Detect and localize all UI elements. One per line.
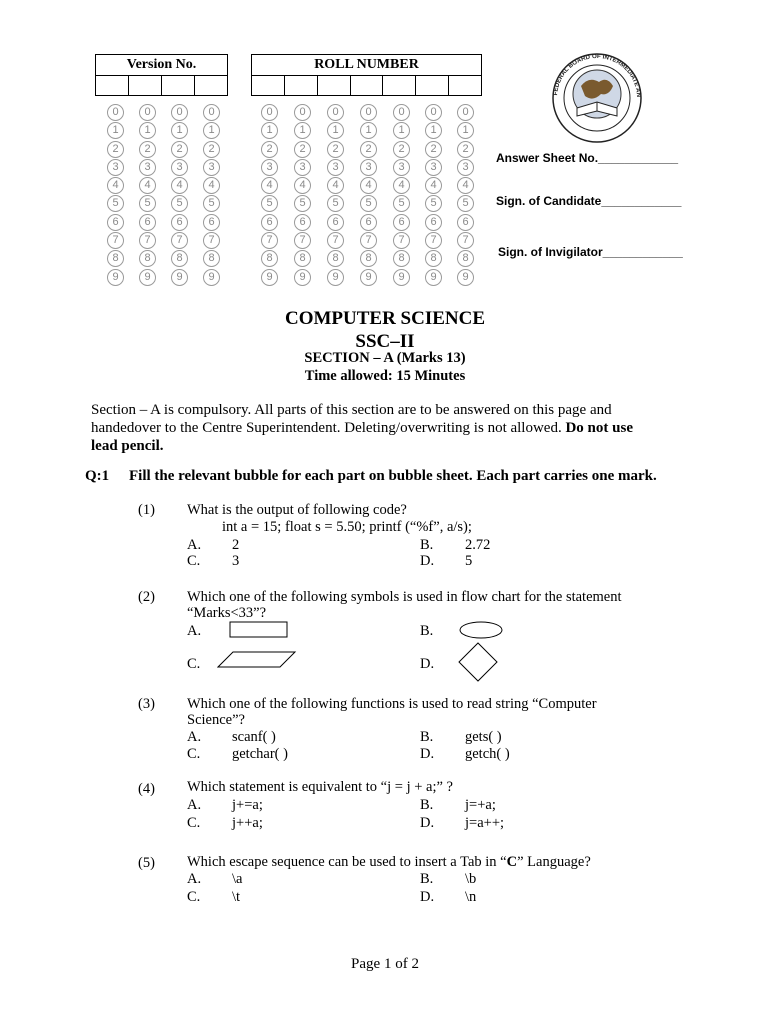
option-letter: C. <box>187 815 201 831</box>
digit-bubble[interactable]: 3 <box>425 159 442 176</box>
option-letter: C. <box>187 656 201 672</box>
roll-digit-box[interactable] <box>351 76 384 95</box>
digit-bubble[interactable]: 2 <box>107 141 124 158</box>
digit-bubble[interactable]: 8 <box>457 250 474 267</box>
digit-bubble[interactable]: 4 <box>327 177 344 194</box>
digit-bubble[interactable]: 0 <box>393 104 410 121</box>
question-number: (4) <box>138 781 155 797</box>
instructions-line-1: Section – A is compulsory. All parts of this section are to be answered on this page and <box>91 402 612 418</box>
roll-digit-box[interactable] <box>285 76 318 95</box>
question-text-part: Which escape sequence can be used to insert a Tab in “ <box>187 854 507 870</box>
roll-digit-box[interactable] <box>318 76 351 95</box>
digit-bubble[interactable]: 7 <box>261 232 278 249</box>
digit-bubble[interactable]: 0 <box>139 104 156 121</box>
q1-number: Q:1 <box>85 468 110 484</box>
oval-shape-icon[interactable] <box>458 620 504 640</box>
digit-bubble[interactable]: 9 <box>393 269 410 286</box>
question-number: (2) <box>138 589 155 605</box>
digit-bubble[interactable]: 5 <box>425 195 442 212</box>
option-letter: A. <box>187 871 202 887</box>
digit-bubble[interactable]: 1 <box>107 122 124 139</box>
option-letter: B. <box>420 537 434 553</box>
logo-text: FEDERAL BOARD OF INTERMEDIATE AN <box>552 52 643 98</box>
digit-bubble[interactable]: 2 <box>393 141 410 158</box>
digit-bubble[interactable]: 6 <box>457 214 474 231</box>
digit-bubble[interactable]: 7 <box>393 232 410 249</box>
digit-bubble[interactable]: 4 <box>294 177 311 194</box>
option-letter: A. <box>187 537 202 553</box>
digit-bubble[interactable]: 7 <box>457 232 474 249</box>
option-letter: D. <box>420 553 435 569</box>
digit-bubble[interactable]: 1 <box>261 122 278 139</box>
digit-bubble[interactable]: 4 <box>171 177 188 194</box>
digit-bubble[interactable]: 4 <box>107 177 124 194</box>
option-text[interactable]: j=a++; <box>465 815 505 831</box>
option-letter: C. <box>187 889 201 905</box>
option-letter: B. <box>420 797 434 813</box>
digit-bubble[interactable]: 5 <box>457 195 474 212</box>
instructions-line-3 <box>91 437 681 455</box>
board-logo-icon <box>543 46 651 144</box>
option-text[interactable]: getch( ) <box>465 746 510 762</box>
roll-bubble-column <box>457 104 474 287</box>
time-allowed: Time allowed: 15 Minutes <box>304 368 466 384</box>
option-text[interactable]: \b <box>465 871 477 887</box>
digit-bubble[interactable]: 5 <box>360 195 377 212</box>
question-text-line-2: Science”? <box>187 712 245 728</box>
digit-bubble[interactable]: 0 <box>327 104 344 121</box>
digit-bubble[interactable]: 0 <box>171 104 188 121</box>
option-text[interactable]: 5 <box>465 553 473 569</box>
roll-bubble-column <box>360 104 377 287</box>
digit-bubble[interactable]: 1 <box>171 122 188 139</box>
version-digit-box[interactable] <box>129 76 162 95</box>
digit-bubble[interactable]: 7 <box>171 232 188 249</box>
digit-bubble[interactable]: 6 <box>261 214 278 231</box>
digit-bubble[interactable]: 3 <box>203 159 220 176</box>
digit-bubble[interactable]: 2 <box>425 141 442 158</box>
roll-bubble-column <box>393 104 410 287</box>
question-text-part: ” Language? <box>517 854 591 870</box>
digit-bubble[interactable]: 9 <box>425 269 442 286</box>
digit-bubble[interactable]: 8 <box>261 250 278 267</box>
digit-bubble[interactable]: 6 <box>171 214 188 231</box>
digit-bubble[interactable]: 6 <box>327 214 344 231</box>
option-text[interactable]: \n <box>465 889 477 905</box>
roll-digit-box[interactable] <box>449 76 481 95</box>
digit-bubble[interactable]: 6 <box>107 214 124 231</box>
digit-bubble[interactable]: 1 <box>294 122 311 139</box>
digit-bubble[interactable]: 0 <box>294 104 311 121</box>
digit-bubble[interactable]: 7 <box>327 232 344 249</box>
digit-bubble[interactable]: 3 <box>360 159 377 176</box>
digit-bubble[interactable]: 1 <box>457 122 474 139</box>
digit-bubble[interactable]: 7 <box>425 232 442 249</box>
option-text[interactable]: 2.72 <box>465 537 491 553</box>
option-letter: A. <box>187 623 202 639</box>
digit-bubble[interactable]: 8 <box>360 250 377 267</box>
digit-bubble[interactable]: 2 <box>203 141 220 158</box>
instructions-text: handedover to the Centre Superintendent. Deleting/overwriting is not allowed. <box>91 420 566 436</box>
digit-bubble[interactable]: 2 <box>139 141 156 158</box>
option-text[interactable]: 3 <box>232 553 240 569</box>
version-bubble-column <box>171 104 188 287</box>
digit-bubble[interactable]: 8 <box>107 250 124 267</box>
digit-bubble[interactable]: 4 <box>360 177 377 194</box>
option-letter: B. <box>420 871 434 887</box>
digit-bubble[interactable]: 3 <box>457 159 474 176</box>
digit-bubble[interactable]: 0 <box>261 104 278 121</box>
option-letter: D. <box>420 746 435 762</box>
digit-bubble[interactable]: 5 <box>139 195 156 212</box>
roll-digit-box[interactable] <box>252 76 285 95</box>
diamond-shape-icon[interactable] <box>457 642 499 682</box>
digit-bubble[interactable]: 5 <box>294 195 311 212</box>
digit-bubble[interactable]: 0 <box>457 104 474 121</box>
q1-heading: Fill the relevant bubble for each part on bubble sheet. Each part carries one mark. <box>129 468 657 484</box>
option-text[interactable]: \a <box>232 871 243 887</box>
digit-bubble[interactable]: 8 <box>171 250 188 267</box>
option-text[interactable]: scanf( ) <box>232 729 276 745</box>
option-letter: C. <box>187 746 201 762</box>
option-text[interactable]: \t <box>232 889 241 905</box>
version-digit-box[interactable] <box>195 76 227 95</box>
digit-bubble[interactable]: 9 <box>360 269 377 286</box>
subject-title: COMPUTER SCIENCE <box>284 308 486 329</box>
digit-bubble[interactable]: 1 <box>360 122 377 139</box>
version-number-grid <box>95 54 228 96</box>
digit-bubble[interactable]: 2 <box>327 141 344 158</box>
digit-bubble[interactable]: 9 <box>171 269 188 286</box>
digit-bubble[interactable]: 5 <box>171 195 188 212</box>
digit-bubble[interactable]: 6 <box>139 214 156 231</box>
digit-bubble[interactable]: 9 <box>327 269 344 286</box>
digit-bubble[interactable]: 4 <box>393 177 410 194</box>
roll-bubble-column <box>425 104 442 287</box>
question-number: (1) <box>138 502 155 518</box>
invigilator-signature-field[interactable]: Sign. of Invigilator____________ <box>498 245 683 259</box>
digit-bubble[interactable]: 5 <box>261 195 278 212</box>
question-text-line-1: Which one of the following symbols is used in flow chart for the statement <box>187 589 622 605</box>
version-number-title: Version No. <box>96 55 227 76</box>
question-text <box>187 854 667 871</box>
digit-bubble[interactable]: 2 <box>457 141 474 158</box>
question-text-line-2: “Marks<33”? <box>187 605 267 621</box>
page-number: Page 1 of 2 <box>351 956 419 972</box>
version-bubble-column <box>139 104 156 287</box>
version-bubble-column <box>107 104 124 287</box>
option-text[interactable]: 2 <box>232 537 240 553</box>
option-letter: A. <box>187 797 202 813</box>
roll-number-title: ROLL NUMBER <box>252 55 481 76</box>
digit-bubble[interactable]: 4 <box>425 177 442 194</box>
digit-bubble[interactable]: 6 <box>360 214 377 231</box>
section-title: SECTION – A (Marks 13) <box>304 350 466 366</box>
digit-bubble[interactable]: 0 <box>107 104 124 121</box>
option-text[interactable]: gets( ) <box>465 729 502 745</box>
digit-bubble[interactable]: 1 <box>139 122 156 139</box>
digit-bubble[interactable]: 0 <box>360 104 377 121</box>
digit-bubble[interactable]: 7 <box>360 232 377 249</box>
digit-bubble[interactable]: 4 <box>261 177 278 194</box>
digit-bubble[interactable]: 3 <box>261 159 278 176</box>
digit-bubble[interactable]: 6 <box>203 214 220 231</box>
digit-bubble[interactable]: 3 <box>107 159 124 176</box>
digit-bubble[interactable]: 2 <box>171 141 188 158</box>
digit-bubble[interactable]: 0 <box>425 104 442 121</box>
digit-bubble[interactable]: 9 <box>107 269 124 286</box>
digit-bubble[interactable]: 1 <box>425 122 442 139</box>
board-logo <box>543 46 651 144</box>
option-text[interactable]: getchar( ) <box>232 746 288 762</box>
digit-bubble[interactable]: 6 <box>393 214 410 231</box>
digit-bubble[interactable]: 8 <box>327 250 344 267</box>
digit-bubble[interactable]: 7 <box>107 232 124 249</box>
digit-bubble[interactable]: 5 <box>203 195 220 212</box>
digit-bubble[interactable]: 3 <box>139 159 156 176</box>
digit-bubble[interactable]: 5 <box>327 195 344 212</box>
digit-bubble[interactable]: 4 <box>457 177 474 194</box>
digit-bubble[interactable]: 4 <box>203 177 220 194</box>
instructions-bold: lead pencil. <box>91 438 164 454</box>
option-letter: B. <box>420 729 434 745</box>
question-code: int a = 15; float s = 5.50; printf (“%f”, a/s); <box>222 519 472 535</box>
digit-bubble[interactable]: 1 <box>327 122 344 139</box>
digit-bubble[interactable]: 5 <box>393 195 410 212</box>
option-text[interactable]: j=+a; <box>465 797 496 813</box>
option-letter: C. <box>187 553 201 569</box>
digit-bubble[interactable]: 9 <box>261 269 278 286</box>
instructions-line-2 <box>91 419 681 437</box>
question-text: What is the output of following code? <box>187 502 407 518</box>
digit-bubble[interactable]: 5 <box>107 195 124 212</box>
answer-sheet-number-field[interactable]: Answer Sheet No.____________ <box>496 151 679 165</box>
parallelogram-shape-icon[interactable] <box>217 651 297 669</box>
digit-bubble[interactable]: 3 <box>171 159 188 176</box>
option-letter: B. <box>420 623 434 639</box>
digit-bubble[interactable]: 8 <box>425 250 442 267</box>
version-bubble-column <box>203 104 220 287</box>
question-number: (3) <box>138 696 155 712</box>
class-title: SSC–II <box>355 331 415 352</box>
digit-bubble[interactable]: 8 <box>203 250 220 267</box>
digit-bubble[interactable]: 0 <box>203 104 220 121</box>
digit-bubble[interactable]: 8 <box>393 250 410 267</box>
option-letter: D. <box>420 889 435 905</box>
question-text: Which statement is equivalent to “j = j + a;” ? <box>187 779 453 795</box>
roll-bubble-column <box>261 104 278 287</box>
version-digit-box[interactable] <box>162 76 195 95</box>
question-text-bold: C <box>506 854 518 870</box>
digit-bubble[interactable]: 1 <box>203 122 220 139</box>
digit-bubble[interactable]: 6 <box>294 214 311 231</box>
roll-digit-box[interactable] <box>416 76 449 95</box>
digit-bubble[interactable]: 8 <box>294 250 311 267</box>
digit-bubble[interactable]: 6 <box>425 214 442 231</box>
digit-bubble[interactable]: 4 <box>139 177 156 194</box>
question-number: (5) <box>138 855 155 871</box>
candidate-signature-field[interactable]: Sign. of Candidate____________ <box>496 194 682 208</box>
digit-bubble[interactable]: 8 <box>139 250 156 267</box>
roll-bubble-column <box>327 104 344 287</box>
digit-bubble[interactable]: 9 <box>139 269 156 286</box>
digit-bubble[interactable]: 9 <box>457 269 474 286</box>
instructions-bold: Do not use <box>565 420 633 436</box>
digit-bubble[interactable]: 7 <box>294 232 311 249</box>
option-text[interactable]: j+=a; <box>232 797 263 813</box>
digit-bubble[interactable]: 3 <box>294 159 311 176</box>
digit-bubble[interactable]: 3 <box>393 159 410 176</box>
version-digit-box[interactable] <box>96 76 129 95</box>
option-text[interactable]: j++a; <box>232 815 263 831</box>
question-text-line-1: Which one of the following functions is used to read string “Computer <box>187 696 597 712</box>
option-letter: A. <box>187 729 202 745</box>
digit-bubble[interactable]: 3 <box>327 159 344 176</box>
digit-bubble[interactable]: 1 <box>393 122 410 139</box>
digit-bubble[interactable]: 7 <box>203 232 220 249</box>
roll-number-grid <box>251 54 482 96</box>
digit-bubble[interactable]: 2 <box>261 141 278 158</box>
digit-bubble[interactable]: 2 <box>360 141 377 158</box>
digit-bubble[interactable]: 7 <box>139 232 156 249</box>
digit-bubble[interactable]: 2 <box>294 141 311 158</box>
instructions <box>91 401 681 455</box>
option-letter: D. <box>420 815 435 831</box>
digit-bubble[interactable]: 9 <box>294 269 311 286</box>
roll-bubble-column <box>294 104 311 287</box>
roll-digit-box[interactable] <box>383 76 416 95</box>
digit-bubble[interactable]: 9 <box>203 269 220 286</box>
rectangle-shape-icon[interactable] <box>229 621 289 639</box>
option-letter: D. <box>420 656 435 672</box>
